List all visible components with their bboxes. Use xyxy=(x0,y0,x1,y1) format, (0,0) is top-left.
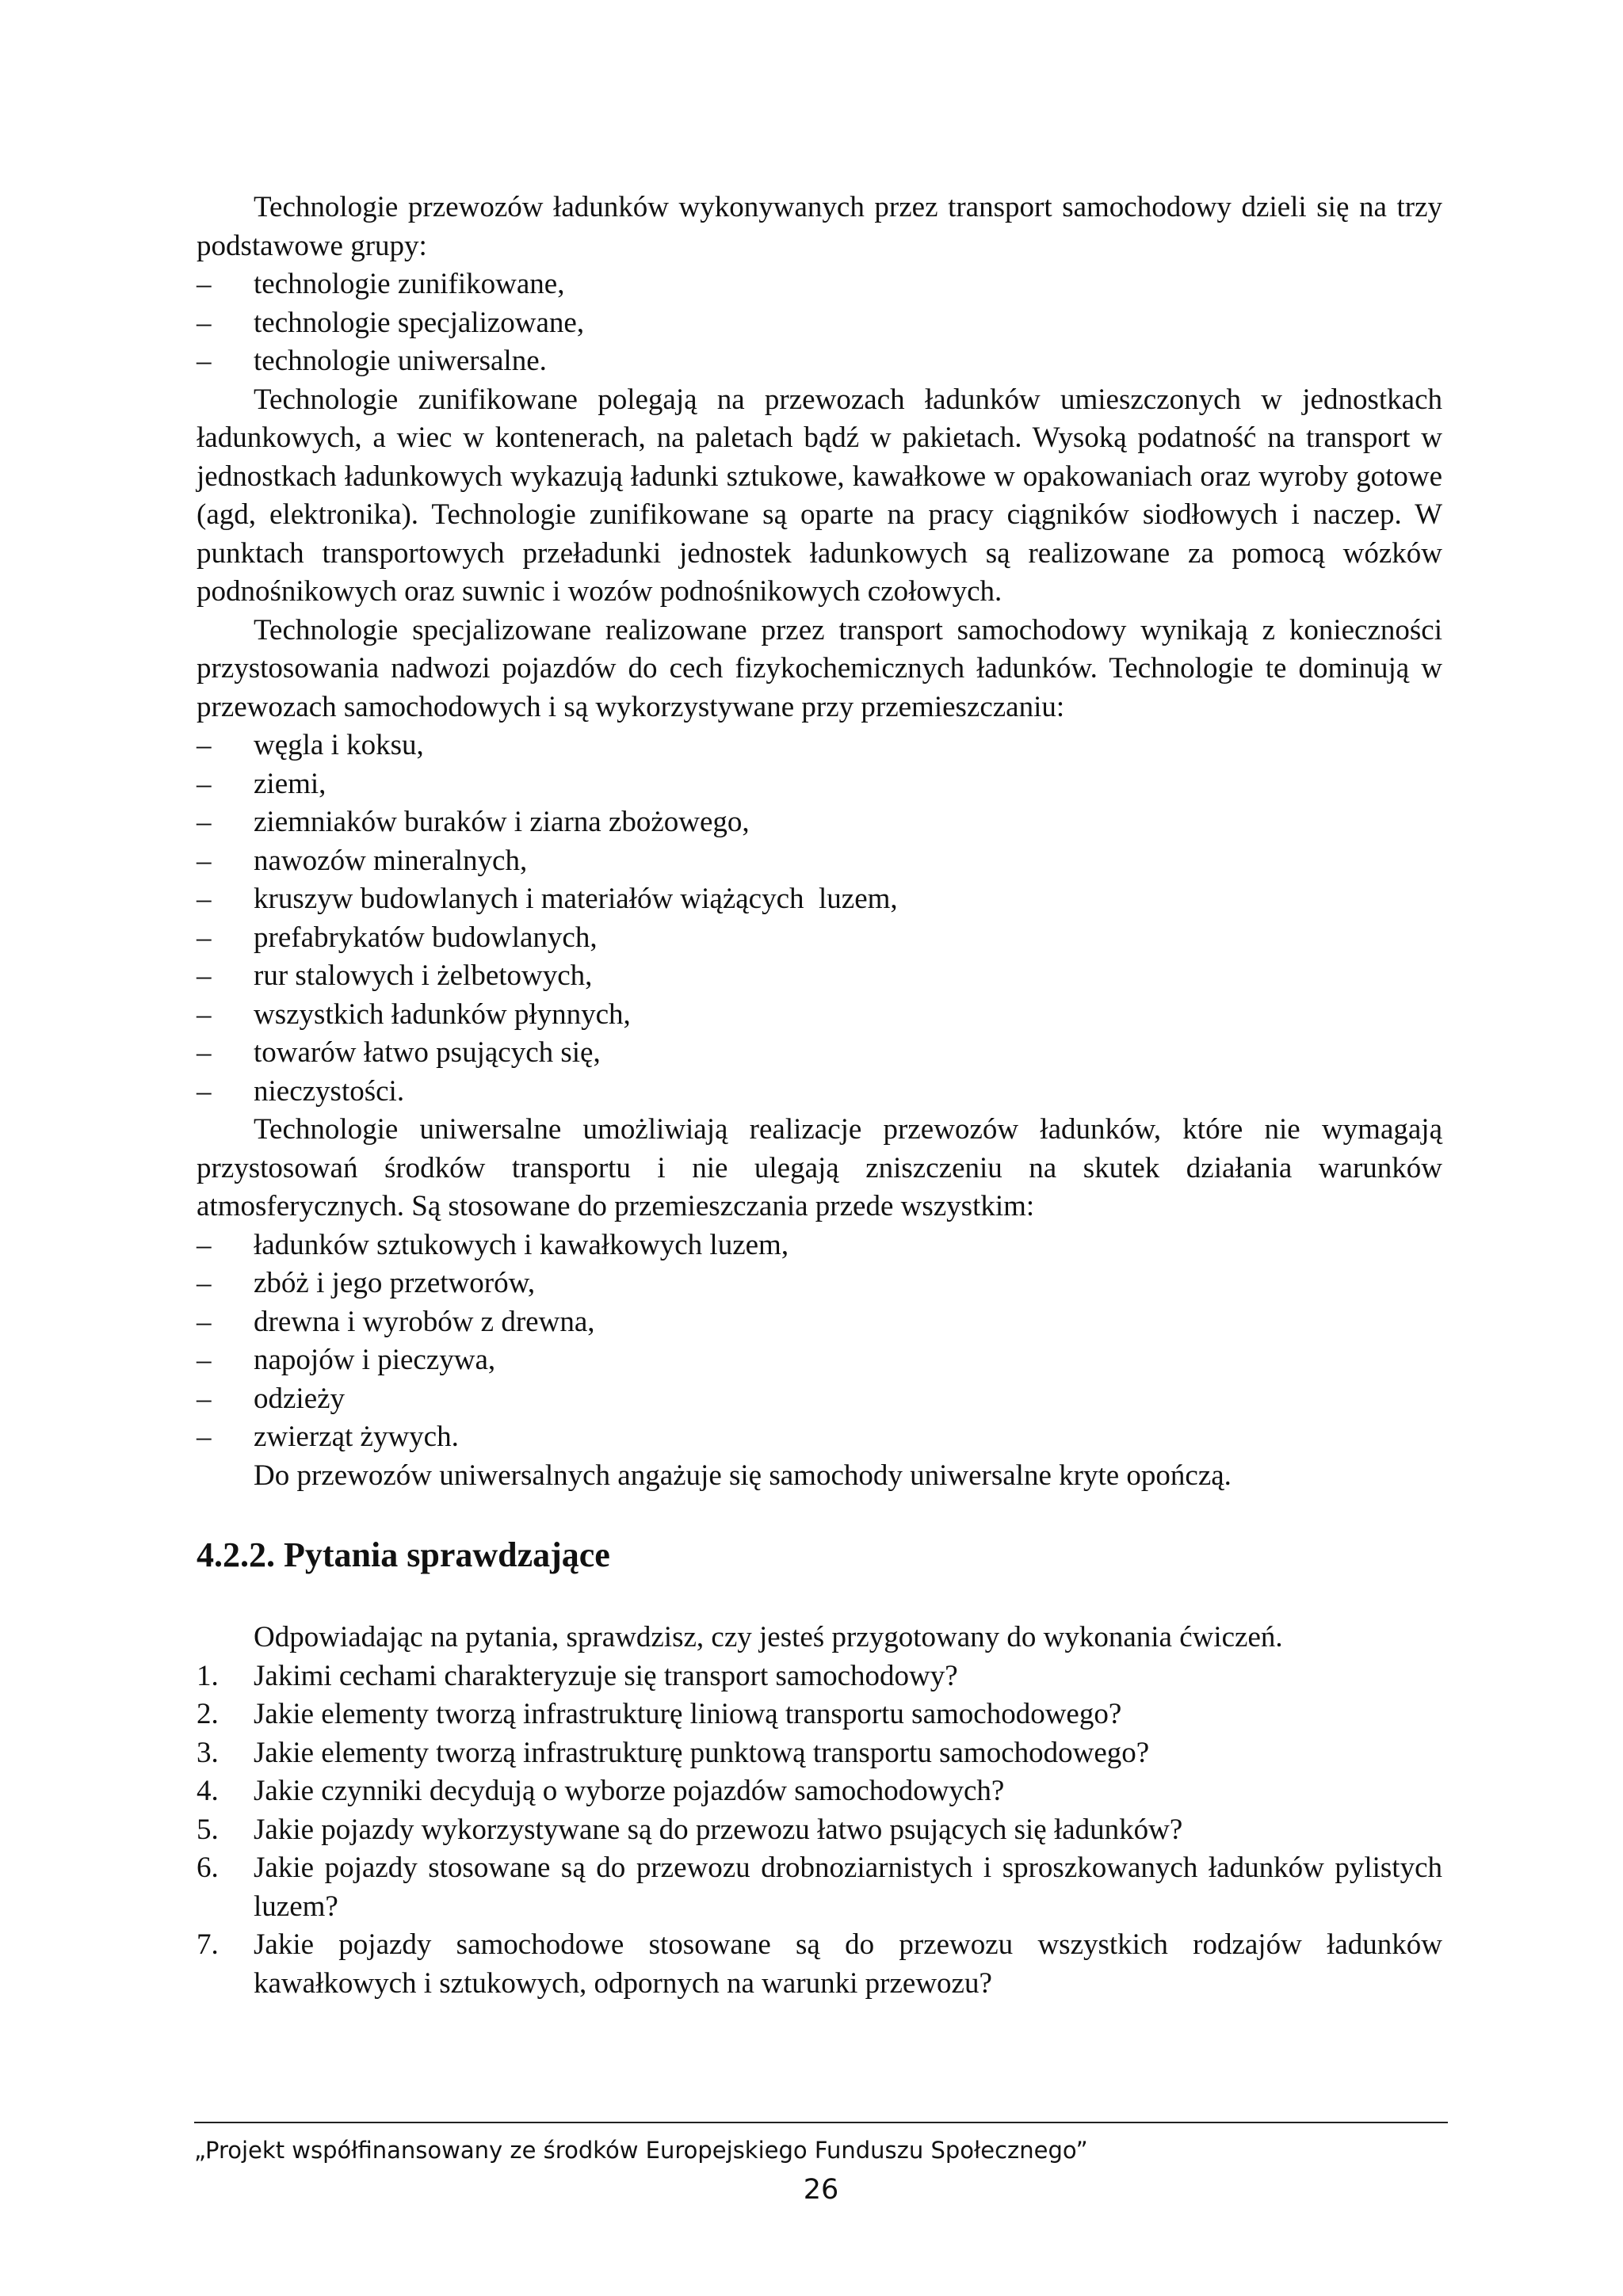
dash-bullet: – xyxy=(197,1421,212,1453)
question-item xyxy=(197,1926,1442,2003)
question-item xyxy=(197,1849,1442,1926)
questions-list xyxy=(197,1657,1442,2004)
question-number: 1. xyxy=(197,1659,219,1692)
universal-list xyxy=(197,1226,1442,1457)
footer-text: „Projekt współfinansowany ze środków Europejskiego Funduszu Społecznego” xyxy=(194,2137,1088,2164)
question-number: 4. xyxy=(197,1775,219,1807)
list-item: – nieczystości. xyxy=(197,1073,1442,1112)
dash-bullet: – xyxy=(197,997,212,1031)
intro-paragraph: Technologie przewozów ładunków wykonywanych przez transport samochodowy dzieli się na trzy podstawowe grupy: xyxy=(197,191,1442,262)
question-number: 3. xyxy=(197,1736,219,1769)
question-text: Jakie elementy tworzą infrastrukturę punktową transportu samochodowego? xyxy=(254,1736,1150,1769)
dash-bullet: – xyxy=(197,1344,212,1376)
list-item: – towarów łatwo psujących się, xyxy=(197,1034,1442,1073)
question-item xyxy=(197,1657,1442,1696)
question-text: Jakie czynniki decydują o wyborze pojazdów samochodowych? xyxy=(254,1775,1005,1807)
question-number: 5. xyxy=(197,1813,219,1846)
list-item: – zwierząt żywych. xyxy=(197,1418,1442,1457)
dash-bullet: – xyxy=(197,767,212,800)
unified-paragraph: Technologie zunifikowane polegają na przewozach ładunków umieszczonych w jednostkach ładunkowych, a wiec w kontenerach, na paletach bądź w pakietach. Wysoką podatność na transport w jednostkach ładunkowych wykazują ładunki sztukowe, kawałkowe w opakowaniach oraz wyroby gotowe (agd, elektronika). Technologie zunifikowane są oparte na pracy ciągników siodłowych i naczep. W punktach transportowych przeładunki jednostek ładunkowych są realizowane za pomocą wózków podnośnikowych oraz suwnic i wozów podnośnikowych czołowych. xyxy=(197,383,1442,608)
question-text: Jakie elementy tworzą infrastrukturę liniową transportu samochodowego? xyxy=(254,1698,1122,1730)
dash-bullet: – xyxy=(197,806,212,838)
list-item: – wszystkich ładunków płynnych, xyxy=(197,996,1442,1035)
groups-list xyxy=(197,265,1442,381)
list-item: – zbóż i jego przetworów, xyxy=(197,1264,1442,1303)
dash-bullet: – xyxy=(197,921,212,954)
list-item: – rur stalowych i żelbetowych, xyxy=(197,957,1442,996)
dash-bullet: – xyxy=(197,844,212,877)
dash-bullet: – xyxy=(197,1382,212,1415)
dash-bullet: – xyxy=(197,729,212,761)
page-number: 26 xyxy=(803,2174,839,2206)
list-item: – drewna i wyrobów z drewna, xyxy=(197,1303,1442,1342)
question-item xyxy=(197,1734,1442,1773)
universal-paragraph: Technologie uniwersalne umożliwiają realizacje przewozów ładunków, które nie wymagają przystosowań środków transportu i nie ulegają zniszczeniu na skutek działania warunków atmosferycznych. Są stosowane do przemieszczania przede wszystkim: xyxy=(197,1113,1442,1222)
question-text: Jakimi cechami charakteryzuje się transport samochodowy? xyxy=(254,1659,958,1692)
closing-paragraph: Do przewozów uniwersalnych angażuje się samochody uniwersalne kryte opończą. xyxy=(254,1459,1232,1492)
dash-bullet: – xyxy=(197,959,212,992)
list-item: – technologie specjalizowane, xyxy=(197,304,1442,343)
list-item: – nawozów mineralnych, xyxy=(197,842,1442,881)
list-item: – węgla i koksu, xyxy=(197,727,1442,765)
question-text: Jakie pojazdy stosowane są do przewozu drobnoziarnistych i sproszkowanych ładunków pylistych luzem? xyxy=(254,1852,1442,1923)
question-item xyxy=(197,1772,1442,1811)
question-number: 7. xyxy=(197,1928,219,1961)
question-number: 6. xyxy=(197,1852,219,1884)
dash-bullet: – xyxy=(197,306,212,339)
questions-intro: Odpowiadając na pytania, sprawdzisz, czy jesteś przygotowany do wykonania ćwiczeń. xyxy=(254,1621,1283,1653)
page-content xyxy=(197,189,1442,2003)
list-item: – odzieży xyxy=(197,1380,1442,1419)
list-item: – ziemi, xyxy=(197,765,1442,804)
list-item: – kruszyw budowlanych i materiałów wiążących luzem, xyxy=(197,880,1442,919)
question-number: 2. xyxy=(197,1698,219,1730)
dash-bullet: – xyxy=(197,1305,212,1338)
dash-bullet: – xyxy=(197,268,212,300)
question-text: Jakie pojazdy samochodowe stosowane są do przewozu wszystkich rodzajów ładunków kawałkowych i sztukowych, odpornych na warunki przewozu? xyxy=(254,1928,1442,2000)
specialized-list xyxy=(197,727,1442,1111)
dash-bullet: – xyxy=(197,345,212,377)
question-text: Jakie pojazdy wykorzystywane są do przewozu łatwo psujących się ładunków? xyxy=(254,1813,1183,1846)
dash-bullet: – xyxy=(197,1036,212,1069)
dash-bullet: – xyxy=(197,1267,212,1299)
list-item: – ładunków sztukowych i kawałkowych luzem, xyxy=(197,1226,1442,1265)
question-item xyxy=(197,1811,1442,1850)
section-heading: 4.2.2. Pytania sprawdzające xyxy=(197,1535,610,1574)
list-item: – ziemniaków buraków i ziarna zbożowego, xyxy=(197,803,1442,842)
list-item: – technologie uniwersalne. xyxy=(197,342,1442,381)
dash-bullet: – xyxy=(197,883,212,915)
specialized-paragraph: Technologie specjalizowane realizowane przez transport samochodowy wynikają z konieczności przystosowania nadwozi pojazdów do cech fizykochemicznych ładunków. Technologie te dominują w przewozach samochodowych i są wykorzystywane przy przemieszczaniu: xyxy=(197,613,1442,723)
question-item xyxy=(197,1695,1442,1734)
list-item: – technologie zunifikowane, xyxy=(197,265,1442,304)
list-item: – napojów i pieczywa, xyxy=(197,1341,1442,1380)
footer-divider xyxy=(194,2122,1448,2123)
page-footer xyxy=(194,2122,1448,2206)
list-item: – prefabrykatów budowlanych, xyxy=(197,919,1442,958)
dash-bullet: – xyxy=(197,1074,212,1108)
dash-bullet: – xyxy=(197,1228,212,1261)
